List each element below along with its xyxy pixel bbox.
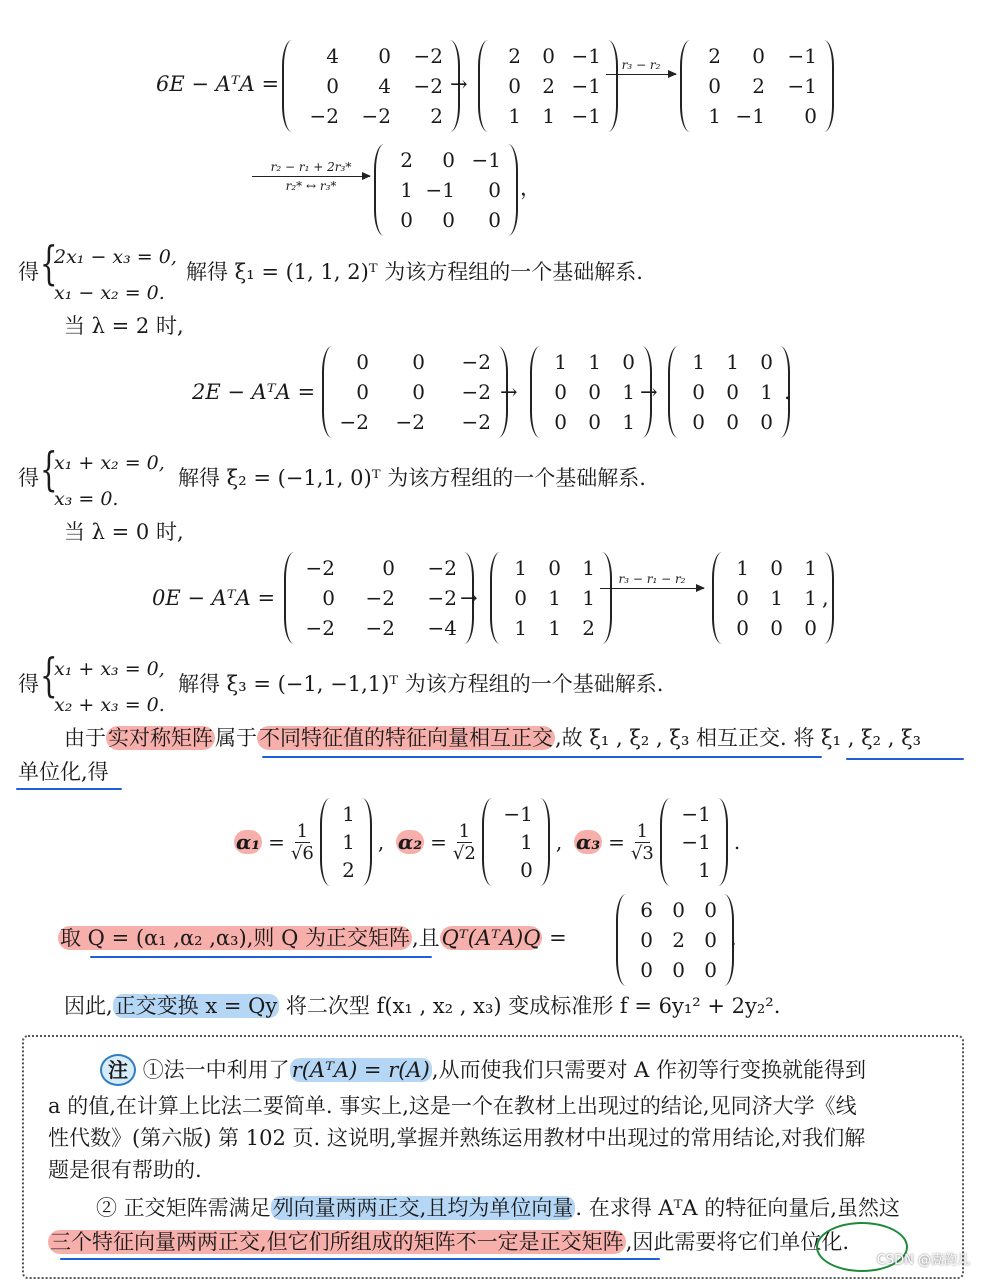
case-lambda-0: 当 λ = 0 时, bbox=[64, 520, 184, 544]
conclusion-line bbox=[64, 994, 780, 1019]
equals-sign: = bbox=[430, 830, 447, 854]
matrix-entry: 1 bbox=[548, 616, 561, 640]
matrix-entry: −1 bbox=[735, 104, 765, 128]
matrix-10-comma: , bbox=[822, 586, 829, 610]
matrix-entry: 0 bbox=[554, 380, 567, 404]
case-lambda-2: 当 λ = 2 时, bbox=[64, 314, 184, 338]
matrix-entry: 1 bbox=[542, 104, 555, 128]
sys2-prefix: 得 bbox=[18, 466, 39, 490]
matrix-entry: 0 bbox=[804, 616, 817, 640]
alpha-1-definition bbox=[234, 800, 384, 884]
matrix-entry: 0 bbox=[770, 556, 783, 580]
brace-icon: { bbox=[40, 442, 58, 496]
matrix-9 bbox=[490, 552, 612, 644]
matrix-entry: 2 bbox=[672, 928, 685, 952]
highlight-unit-orthogonal: 列向量两两正交,且均为单位向量 bbox=[272, 1196, 574, 1220]
matrix-entry: −1 bbox=[681, 802, 711, 826]
matrix-entry: 1 bbox=[622, 410, 635, 434]
alpha-2-definition bbox=[396, 800, 562, 884]
matrix-entry: 0 bbox=[588, 380, 601, 404]
matrix-entry: 0 bbox=[442, 208, 455, 232]
highlight-qtaq: Qᵀ(AᵀA)Q bbox=[441, 926, 541, 950]
matrix-entry: −1 bbox=[503, 802, 533, 826]
fraction: $\frac{1}{√3}$ bbox=[630, 820, 654, 864]
matrix-entry: 1 bbox=[692, 350, 705, 374]
note2-text-1: ② 正交矩阵需满足 bbox=[96, 1196, 271, 1220]
matrix-entry: 1 bbox=[514, 616, 527, 640]
row-op-2: r₂ − r₁ + 2r₃* r₂* ↔ r₃* bbox=[252, 160, 370, 193]
comma: , bbox=[555, 830, 563, 854]
matrix-entry: 0 bbox=[752, 44, 765, 68]
matrix-entry: −2 bbox=[413, 44, 443, 68]
matrix-entry: −2 bbox=[339, 410, 369, 434]
blue-underline bbox=[90, 956, 432, 958]
matrix-entry: 2 bbox=[508, 44, 521, 68]
matrix-entry: 2 bbox=[430, 104, 443, 128]
highlight-symmetric-matrix: 实对称矩阵 bbox=[108, 726, 213, 750]
highlight-rank-equality: r(AᵀA) = r(A) bbox=[291, 1058, 430, 1082]
matrix-entry: 4 bbox=[378, 74, 391, 98]
orth-paragraph-line1 bbox=[64, 726, 921, 751]
matrix-entry: 1 bbox=[508, 104, 521, 128]
sys3-prefix: 得 bbox=[18, 672, 39, 696]
matrix-entry: 1 bbox=[588, 350, 601, 374]
sys1-solution: 解得 ξ₁ = (1, 1, 2)ᵀ 为该方程组的一个基础解系. bbox=[186, 260, 643, 284]
matrix-entry: 0 bbox=[704, 898, 717, 922]
sys3-solution: 解得 ξ₃ = (−1, −1,1)ᵀ 为该方程组的一个基础解系. bbox=[178, 672, 664, 696]
alpha-3-definition bbox=[574, 800, 740, 884]
matrix-entry: 2 bbox=[752, 74, 765, 98]
note2-line1 bbox=[96, 1196, 900, 1221]
q-text-1: ,且 bbox=[411, 926, 440, 950]
matrix-entry: −2 bbox=[413, 74, 443, 98]
row-op-3: r₃ − r₁ − r₂ bbox=[600, 572, 704, 591]
matrix-entry: 0 bbox=[514, 586, 527, 610]
matrix-entry: 1 bbox=[622, 380, 635, 404]
matrix-entry: −1 bbox=[571, 44, 601, 68]
brace-icon: { bbox=[40, 648, 58, 702]
matrix-entry: 1 bbox=[736, 556, 749, 580]
matrix-entry: 2 bbox=[708, 44, 721, 68]
matrix-entry: 1 bbox=[554, 350, 567, 374]
matrix-entry: 0 bbox=[726, 380, 739, 404]
matrix-2 bbox=[478, 40, 618, 132]
matrix-entry: 0 bbox=[692, 380, 705, 404]
matrix-entry: 1 bbox=[708, 104, 721, 128]
matrix-entry: 1 bbox=[726, 350, 739, 374]
blue-underline bbox=[60, 1258, 660, 1260]
note1-text-1: ①法一中利用了 bbox=[142, 1058, 290, 1082]
matrix-entry: −1 bbox=[471, 148, 501, 172]
matrix-entry: 0 bbox=[770, 616, 783, 640]
blue-underline bbox=[262, 756, 822, 758]
note1-line3: 性代数》(第六版) 第 102 页. 这说明,掌握并熟练运用教材中出现过的常用结论,对我们解 bbox=[48, 1126, 866, 1150]
matrix-entry: 0 bbox=[704, 928, 717, 952]
highlight-not-orthogonal-matrix: 三个特征向量两两正交,但它们所组成的矩阵不一定是正交矩阵 bbox=[50, 1230, 624, 1254]
matrix-entry: 1 bbox=[698, 858, 711, 882]
matrix-entry: −1 bbox=[571, 104, 601, 128]
orth-text-3: ,故 ξ₁ , ξ₂ , ξ₃ 相互正交. 将 ξ₁ , ξ₂ , ξ₃ bbox=[555, 726, 922, 750]
sys2-line2: x₃ = 0. bbox=[54, 488, 119, 510]
orth-text-2: 属于 bbox=[215, 726, 257, 750]
fraction: $\frac{1}{√2}$ bbox=[452, 820, 476, 864]
matrix-entry: 0 bbox=[554, 410, 567, 434]
matrix-entry: 0 bbox=[672, 958, 685, 982]
matrix-entry: −2 bbox=[305, 556, 335, 580]
vector-1 bbox=[320, 798, 372, 886]
matrix-entry: −2 bbox=[309, 104, 339, 128]
matrix-entry: 1 bbox=[804, 586, 817, 610]
equation-lhs-6e: 6E − AᵀA = bbox=[156, 72, 280, 96]
arrow-2: → bbox=[500, 380, 518, 404]
vector-3 bbox=[660, 798, 728, 886]
matrix-4-comma: ， bbox=[520, 176, 541, 200]
matrix-entry: 0 bbox=[548, 556, 561, 580]
note2-text-2: . 在求得 AᵀA 的特征向量后,虽然这 bbox=[575, 1196, 900, 1220]
matrix-entry: −2 bbox=[427, 556, 457, 580]
highlight-orthogonal-transform: 正交变换 x = Qy bbox=[114, 994, 278, 1018]
matrix-entry: 0 bbox=[672, 898, 685, 922]
matrix-entry: 0 bbox=[520, 858, 533, 882]
note2-text-3: ,因此需要将它们 bbox=[625, 1230, 780, 1254]
blue-underline bbox=[846, 758, 964, 760]
matrix-entry: 1 bbox=[582, 556, 595, 580]
matrix-entry: 0 bbox=[736, 616, 749, 640]
matrix-3 bbox=[680, 40, 834, 132]
matrix-entry: −2 bbox=[461, 350, 491, 374]
matrix-entry: 1 bbox=[400, 178, 413, 202]
matrix-entry: 0 bbox=[508, 74, 521, 98]
matrix-entry: 2 bbox=[582, 616, 595, 640]
matrix-entry: 0 bbox=[326, 74, 339, 98]
matrix-entry: −1 bbox=[425, 178, 455, 202]
matrix-entry: 0 bbox=[640, 928, 653, 952]
sys1-prefix: 得 bbox=[18, 260, 39, 284]
matrix-entry: −2 bbox=[461, 380, 491, 404]
matrix-entry: 0 bbox=[726, 410, 739, 434]
fraction: $\frac{1}{√6}$ bbox=[290, 820, 314, 864]
matrix-entry: 0 bbox=[542, 44, 555, 68]
matrix-5 bbox=[322, 346, 508, 438]
matrix-entry: 0 bbox=[736, 586, 749, 610]
matrix-entry: −1 bbox=[787, 44, 817, 68]
equals-sign: = bbox=[549, 926, 567, 950]
matrix-entry: 0 bbox=[708, 74, 721, 98]
matrix-entry: 2 bbox=[400, 148, 413, 172]
highlight-orthogonal-eigenvectors: 不同特征值的特征向量相互正交 bbox=[259, 726, 553, 750]
thus-text-2: 将二次型 f(x₁ , x₂ , x₃) 变成标准形 f = 6y₁² + 2y₂². bbox=[279, 994, 781, 1018]
blue-underline bbox=[16, 788, 122, 790]
matrix-entry: 1 bbox=[548, 586, 561, 610]
q-definition-line bbox=[58, 926, 567, 951]
sys2-solution: 解得 ξ₂ = (−1,1, 0)ᵀ 为该方程组的一个基础解系. bbox=[178, 466, 646, 490]
matrix-entry: 1 bbox=[804, 556, 817, 580]
matrix-entry: 1 bbox=[582, 586, 595, 610]
watermark: CSDN @嵩韵儿 bbox=[876, 1253, 970, 1268]
matrix-diag-period: . bbox=[730, 926, 737, 950]
matrix-entry: 0 bbox=[400, 208, 413, 232]
sys3-line2: x₂ + x₃ = 0. bbox=[54, 694, 165, 716]
matrix-entry: 1 bbox=[520, 830, 533, 854]
matrix-entry: 6 bbox=[640, 898, 653, 922]
matrix-entry: −1 bbox=[787, 74, 817, 98]
matrix-entry: 0 bbox=[704, 958, 717, 982]
note2-normalize: 单位化. bbox=[779, 1230, 850, 1254]
matrix-entry: 0 bbox=[356, 350, 369, 374]
alpha-3-label: α₃ bbox=[576, 830, 601, 854]
matrix-entry: 0 bbox=[488, 178, 501, 202]
thus-text-1: 因此, bbox=[64, 994, 113, 1018]
matrix-entry: −2 bbox=[427, 586, 457, 610]
matrix-4 bbox=[374, 144, 518, 236]
vector-2 bbox=[482, 798, 550, 886]
matrix-entry: 0 bbox=[412, 380, 425, 404]
matrix-entry: 2 bbox=[342, 858, 355, 882]
note1-text-2: ,从而使我们只需要对 A 作初等行变换就能得到 bbox=[431, 1058, 867, 1082]
matrix-entry: −2 bbox=[305, 616, 335, 640]
matrix-entry: 4 bbox=[326, 44, 339, 68]
matrix-entry: 1 bbox=[342, 802, 355, 826]
period: . bbox=[733, 830, 741, 854]
matrix-entry: 0 bbox=[442, 148, 455, 172]
sys2-line1: x₁ + x₂ = 0, bbox=[54, 452, 165, 474]
orth-paragraph-line2: 单位化,得 bbox=[18, 760, 109, 784]
matrix-8 bbox=[284, 552, 474, 644]
note1-line1 bbox=[100, 1054, 866, 1086]
note2-line2 bbox=[48, 1230, 849, 1255]
alpha-2-label: α₂ bbox=[398, 830, 423, 854]
matrix-6 bbox=[530, 346, 652, 438]
row-op-1: r₃ − r₂ bbox=[606, 58, 676, 77]
matrix-entry: −4 bbox=[427, 616, 457, 640]
brace-icon: { bbox=[40, 236, 58, 290]
note-badge: 注 bbox=[100, 1054, 136, 1086]
matrix-entry: −1 bbox=[681, 830, 711, 854]
matrix-entry: 0 bbox=[804, 104, 817, 128]
arrow-4: → bbox=[460, 586, 478, 610]
sys1-line1: 2x₁ − x₃ = 0, bbox=[54, 246, 177, 268]
matrix-entry: 0 bbox=[378, 44, 391, 68]
matrix-entry: 0 bbox=[588, 410, 601, 434]
sys3-line1: x₁ + x₃ = 0, bbox=[54, 658, 165, 680]
matrix-entry: −1 bbox=[571, 74, 601, 98]
matrix-entry: 0 bbox=[412, 350, 425, 374]
matrix-entry: −2 bbox=[361, 104, 391, 128]
alpha-1-label: α₁ bbox=[236, 830, 261, 854]
matrix-entry: 0 bbox=[488, 208, 501, 232]
matrix-7-period: . bbox=[784, 380, 791, 404]
matrix-10 bbox=[712, 552, 834, 644]
matrix-7 bbox=[668, 346, 790, 438]
matrix-entry: −2 bbox=[395, 410, 425, 434]
matrix-entry: 0 bbox=[640, 958, 653, 982]
arrow-1: → bbox=[450, 72, 468, 96]
matrix-entry: 0 bbox=[622, 350, 635, 374]
comma: , bbox=[377, 830, 385, 854]
matrix-entry: 0 bbox=[322, 586, 335, 610]
note1-line4: 题是很有帮助的. bbox=[48, 1158, 202, 1182]
matrix-diag bbox=[616, 894, 734, 986]
matrix-entry: 1 bbox=[770, 586, 783, 610]
matrix-entry: 0 bbox=[760, 410, 773, 434]
matrix-entry: 1 bbox=[342, 830, 355, 854]
matrix-entry: 2 bbox=[542, 74, 555, 98]
arrow-3: → bbox=[640, 380, 658, 404]
matrix-entry: 1 bbox=[514, 556, 527, 580]
matrix-entry: −2 bbox=[461, 410, 491, 434]
equation-lhs-0e: 0E − AᵀA = bbox=[152, 586, 276, 610]
orth-text-1: 由于 bbox=[64, 726, 106, 750]
sys1-line2: x₁ − x₂ = 0. bbox=[54, 282, 165, 304]
equation-lhs-2e: 2E − AᵀA = bbox=[192, 380, 316, 404]
matrix-entry: 0 bbox=[356, 380, 369, 404]
matrix-entry: 1 bbox=[760, 380, 773, 404]
matrix-entry: −2 bbox=[365, 586, 395, 610]
matrix-entry: 0 bbox=[760, 350, 773, 374]
matrix-1 bbox=[282, 40, 460, 132]
equals-sign: = bbox=[268, 830, 285, 854]
matrix-entry: 0 bbox=[382, 556, 395, 580]
note1-line2: a 的值,在计算上比法二要简单. 事实上,这是一个在教材上出现过的结论,见同济大学《线 bbox=[48, 1094, 857, 1118]
matrix-entry: 0 bbox=[692, 410, 705, 434]
equals-sign: = bbox=[608, 830, 625, 854]
matrix-entry: −2 bbox=[365, 616, 395, 640]
highlight-q-orthogonal: 取 Q = (α₁ ,α₂ ,α₃),则 Q 为正交矩阵 bbox=[60, 926, 410, 950]
